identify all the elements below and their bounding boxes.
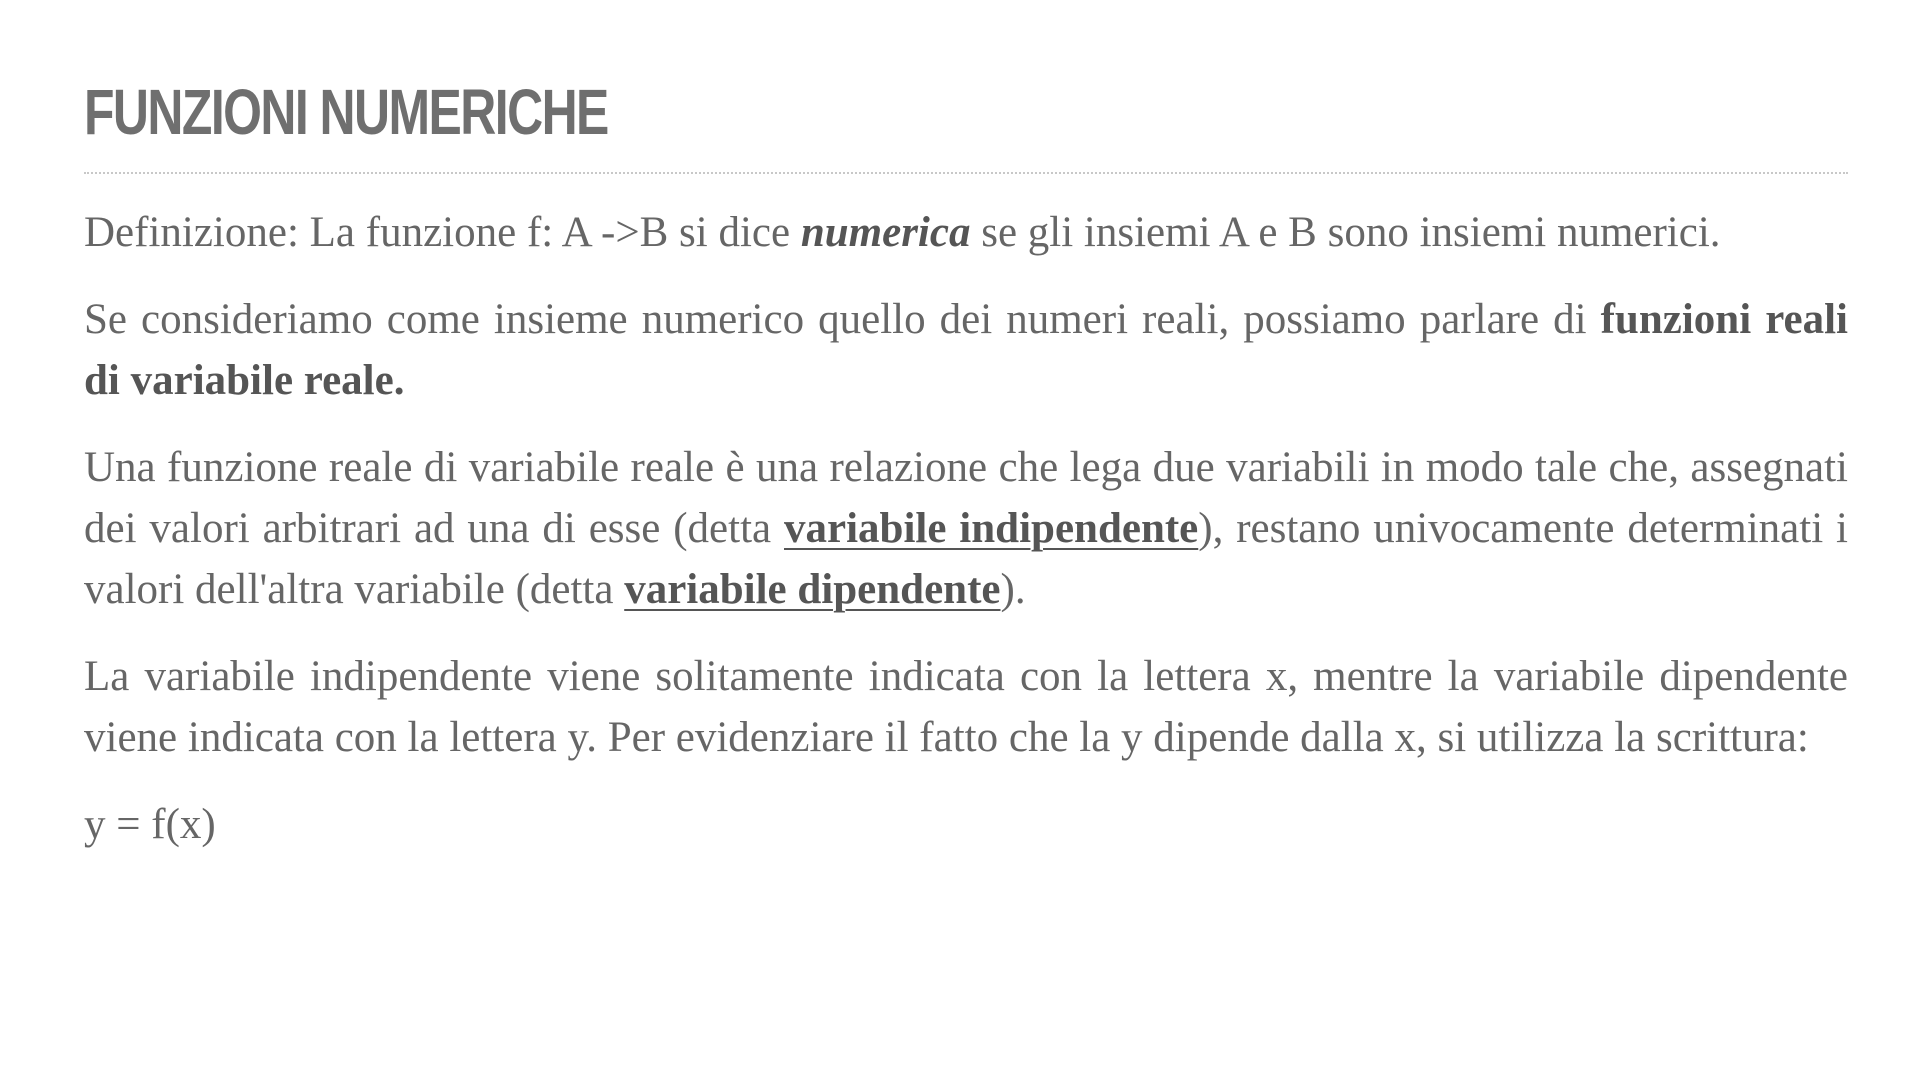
paragraph-notation <box>84 646 1848 768</box>
term-independent-variable: variabile indipendente <box>784 505 1199 552</box>
term-dependent-variable: variabile dipendente <box>624 566 1001 613</box>
paragraph-variables <box>84 437 1848 620</box>
variables-text-2: ), restano univocamente determinati i valori dell'altra variabile (detta <box>84 505 1848 613</box>
term-numerica: numerica <box>800 209 971 256</box>
notation-text: La variabile indipendente viene solitamente indicata con la lettera x, mentre la variabile dipendente viene indicata con la lettera y. Per evidenziare il fatto che la y dipende dalla x, si utilizza la scrittura: <box>84 653 1848 761</box>
formula: y = f(x) <box>84 801 216 848</box>
variables-text-1: Una funzione reale di variabile reale è una relazione che lega due variabili in modo tale che, assegnati dei valori arbitrari ad una di esse (detta <box>84 444 1848 552</box>
paragraph-definition <box>84 202 1848 263</box>
definition-text-start: Definizione: La funzione f: A ->B si dice <box>84 209 801 256</box>
term-real-functions: funzioni reali di variabile reale. <box>84 296 1848 404</box>
paragraph-real-functions <box>84 289 1848 411</box>
definition-text-end: se gli insiemi A e B sono insiemi numerici. <box>970 209 1721 256</box>
real-functions-text: Se consideriamo come insieme numerico quello dei numeri reali, possiamo parlare di <box>84 296 1601 343</box>
variables-text-3: ). <box>1000 566 1026 613</box>
slide-body <box>84 202 1848 855</box>
title-divider <box>84 172 1848 174</box>
slide-title: FUNZIONI NUMERICHE <box>84 76 608 148</box>
paragraph-formula <box>84 794 1848 855</box>
